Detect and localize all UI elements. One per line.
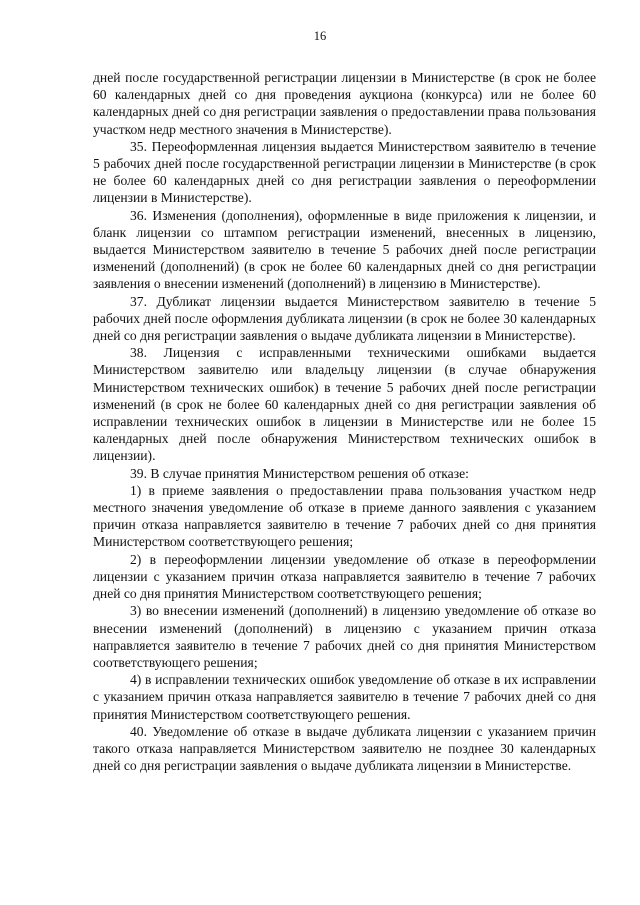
document-body <box>93 69 596 774</box>
paragraph-38: 38. Лицензия с исправленными техническими ошибками выдается Министерством заявителю или владельцу лицензии (в случае обнаружения Министерством технических ошибок) в течение 5 рабочих дней после регистрации изменений (в срок не более 60 календарных дней со дня регистрации заявления об исправлении технических ошибок в лицензии в Министерстве или не более 15 календарных дней после обнаружения Министерством технических ошибок в лицензии). <box>93 345 596 464</box>
paragraph-40: 40. Уведомление об отказе в выдаче дубликата лицензии с указанием причин такого отказа направляется Министерством заявителю не позднее 30 календарных дней со дня регистрации заявления о выдаче дубликата лицензии в Министерстве. <box>93 723 596 774</box>
paragraph-39: 39. В случае принятия Министерством решения об отказе: <box>130 465 469 481</box>
paragraph-39-item-2: 2) в переоформлении лицензии уведомление об отказе в переоформлении лицензии с указанием причин отказа направляется заявителю в течение 7 рабочих дней со дня принятия Министерством соответствующего решения; <box>93 551 596 602</box>
paragraph-39-item-3: 3) во внесении изменений (дополнений) в лицензию уведомление об отказе во внесении изменений (дополнений) в лицензию с указанием причин отказа направляется заявителю в течение 7 рабочих дней со дня принятия Министерством соответствующего решения; <box>93 603 596 670</box>
paragraph-37: 37. Дубликат лицензии выдается Министерством заявителю в течение 5 рабочих дней после оформления дубликата лицензии (в срок не более 30 календарных дней со дня регистрации заявления о выдаче дубликата лицензии в Министерстве). <box>93 293 596 344</box>
page-number: 16 <box>313 29 327 43</box>
paragraph-39-item-4: 4) в исправлении технических ошибок уведомление об отказе в их исправлении с указанием причин отказа направляется заявителю в течение 7 рабочих дней со дня принятия Министерством соответствующего решения. <box>93 672 596 722</box>
paragraph-35: 35. Переоформленная лицензия выдается Министерством заявителю в течение 5 рабочих дней после государственной регистрации лицензии в Министерстве (в срок не более 60 календарных дней со дня регистрации заявления о переоформлении лицензии в Министерстве). <box>93 138 596 206</box>
paragraph-36: 36. Изменения (дополнения), оформленные в виде приложения к лицензии, и бланк лицензии со штампом регистрации изменений, внесенных в лицензию, выдается Министерством заявителю в течение 5 рабочих дней после регистрации изменений (дополнений) (в срок не более 60 календарных дней со дня регистрации заявления о внесении изменений (дополнений) в лицензию в Министерстве). <box>93 207 596 292</box>
paragraph-continuation: дней после государственной регистрации лицензии в Министерстве (в срок не более 60 календарных дней со дня проведения аукциона (конкурса) или не более 60 календарных дней со дня регистрации заявления о предоставлении права пользования участком недр местного значения в Министерстве). <box>93 70 596 137</box>
paragraph-39-item-1: 1) в приеме заявления о предоставлении права пользования участком недр местного значения уведомление об отказе в приеме данного заявления с указанием причин отказа направляется заявителю в течение 7 рабочих дней со дня принятия Министерством соответствующего решения; <box>93 482 596 550</box>
